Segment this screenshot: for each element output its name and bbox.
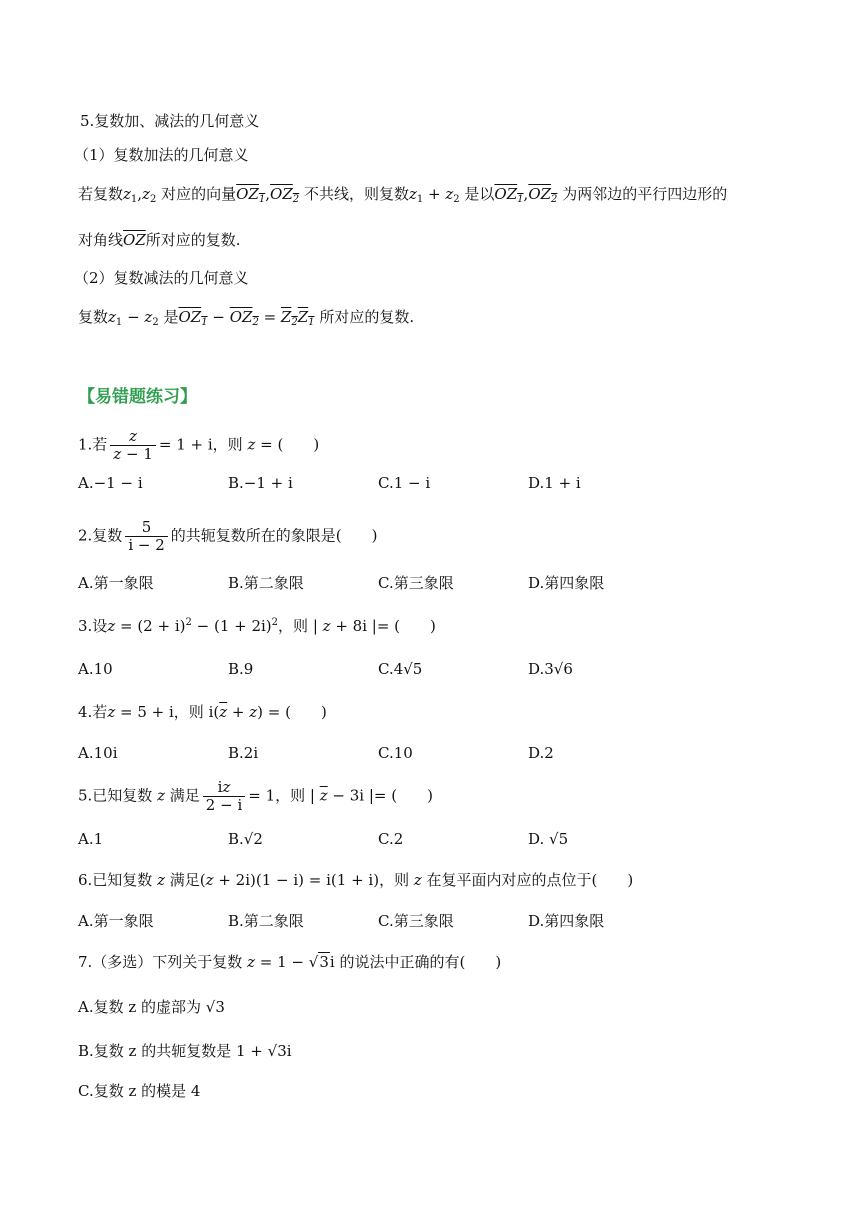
question-1-stem: 1.若 $\frac{z}{z - 1}$ = 1 + i，则 z = ( ) (78, 427, 320, 463)
question-4-stem: 4.若z = 5 + i，则 $i(\overline{z} + z)$ = ( ) (78, 703, 327, 721)
question-7-stem: 7.（多选）下列关于复数 z = 1 − √3i 的说法中正确的有( ) (78, 953, 502, 971)
q3-option-d[interactable]: D.3√6 (528, 660, 573, 678)
q7-option-b[interactable]: B.复数 z 的共轭复数是 1 + √3i (78, 1042, 292, 1060)
q7-option-a[interactable]: A.复数 z 的虚部为 √3 (78, 998, 225, 1016)
q6-option-b[interactable]: B.第二象限 (228, 912, 304, 930)
q6-option-c[interactable]: C.第三象限 (378, 912, 454, 930)
q3-option-c[interactable]: C.4√5 (378, 660, 423, 678)
q1-option-b[interactable]: B.−1 + i (228, 474, 293, 492)
paragraph-diagonal: 对角线$\overline{OZ}$所对应的复数. (78, 231, 241, 249)
paragraph-addition: 若复数$z_1,z_2$ 对应的向量$OZ_1,OZ_2$ 不共线，则复数$z_1 + z_2$ 是以$OZ_1,OZ_2$ 为两邻边的平行四边形的 (78, 185, 728, 205)
q6-option-d[interactable]: D.第四象限 (528, 912, 605, 930)
q7-option-c[interactable]: C.复数 z 的模是 4 (78, 1082, 201, 1100)
subsection-addition: （1）复数加法的几何意义 (74, 146, 249, 164)
q5-option-d[interactable]: D. √5 (528, 830, 569, 848)
q2-option-c[interactable]: C.第三象限 (378, 574, 454, 592)
q4-option-c[interactable]: C.10 (378, 744, 413, 762)
subsection-subtraction: （2）复数减法的几何意义 (74, 269, 249, 287)
q5-option-c[interactable]: C.2 (378, 830, 404, 848)
q4-option-d[interactable]: D.2 (528, 744, 554, 762)
question-5-stem: 5.已知复数 z 满足 $\frac{iz}{2 - i}$ = 1，则 | $\overline{z} - 3i$ |= ( ) (78, 778, 433, 814)
q2-option-a[interactable]: A.第一象限 (78, 574, 154, 592)
q4-option-a[interactable]: A.10i (78, 744, 118, 762)
exercise-heading: 【易错题练习】 (78, 387, 197, 407)
q5-option-a[interactable]: A.1 (78, 830, 104, 848)
q4-option-b[interactable]: B.2i (228, 744, 259, 762)
section-title: 5.复数加、减法的几何意义 (80, 112, 260, 130)
q1-option-a[interactable]: A.−1 − i (78, 474, 143, 492)
q6-option-a[interactable]: A.第一象限 (78, 912, 154, 930)
q1-option-d[interactable]: D.1 + i (528, 474, 581, 492)
q2-option-d[interactable]: D.第四象限 (528, 574, 605, 592)
q1-option-c[interactable]: C.1 − i (378, 474, 431, 492)
question-2-stem: 2.复数 $\frac{5}{i - 2}$ 的共轭复数所在的象限是( ) (78, 518, 378, 554)
q2-option-b[interactable]: B.第二象限 (228, 574, 304, 592)
q3-option-b[interactable]: B.9 (228, 660, 254, 678)
question-6-stem: 6.已知复数 z 满足(z + 2i)(1 − i) = i(1 + i)，则 z 在复平面内对应的点位于( ) (78, 871, 634, 889)
q3-option-a[interactable]: A.10 (78, 660, 113, 678)
paragraph-subtraction: 复数$z_1 - z_2$ 是$OZ_1 - OZ_2 = Z_2Z_1$ 所对应的复数. (78, 308, 415, 328)
q5-option-b[interactable]: B.√2 (228, 830, 263, 848)
question-3-stem: 3.设$z = (2 + i)^2 - (1 + 2i)^2$，则 | z + 8i |= ( ) (78, 617, 436, 635)
